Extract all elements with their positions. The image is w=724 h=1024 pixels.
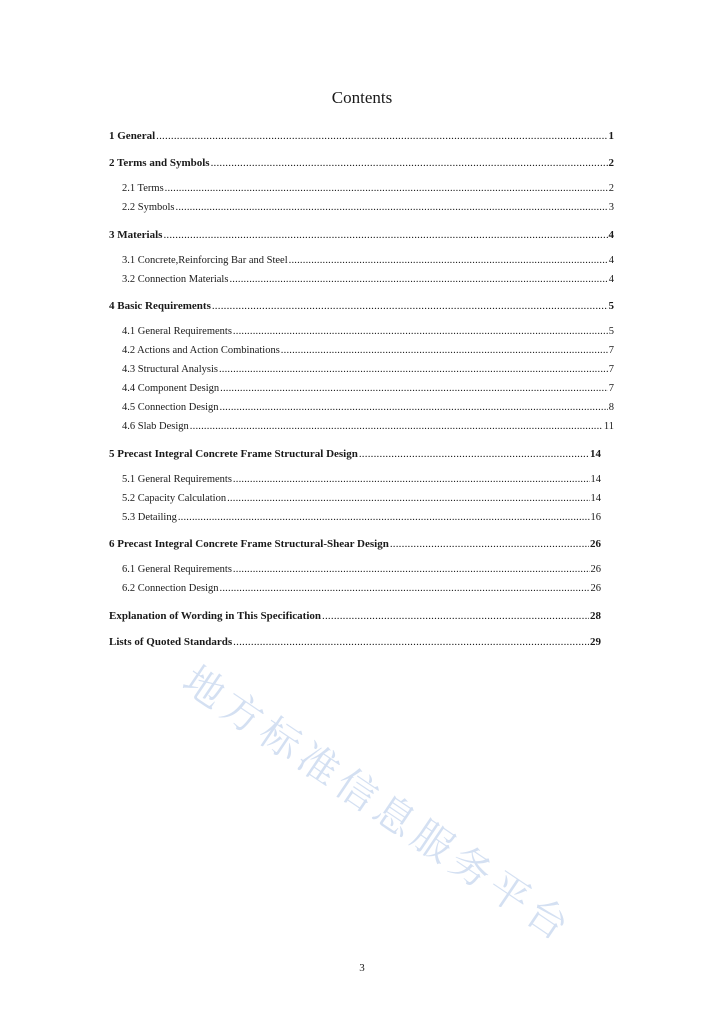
toc-entry-5-2-capacity-calculation[interactable] — [122, 492, 601, 506]
watermark: 地方标准信息服务平台 — [174, 657, 582, 953]
toc-page: 14 — [590, 493, 601, 504]
toc-label: 4.5 Connection Design — [122, 402, 219, 413]
dot-leader — [163, 228, 607, 242]
dot-leader — [178, 511, 590, 525]
dot-leader — [390, 537, 589, 551]
toc-label: 4.2 Actions and Action Combinations — [122, 345, 280, 356]
toc-page: 4 — [608, 229, 614, 241]
toc-page: 7 — [608, 345, 614, 356]
toc-label: 2 Terms and Symbols — [109, 157, 210, 169]
toc-label: 4 Basic Requirements — [109, 300, 211, 312]
dot-leader — [281, 344, 608, 358]
toc-page: 26 — [590, 583, 601, 594]
toc-entry-4-2-actions[interactable] — [122, 344, 614, 358]
toc-label: 5 Precast Integral Concrete Frame Structural Design — [109, 448, 358, 460]
dot-leader — [233, 473, 590, 487]
dot-leader — [190, 420, 603, 434]
dot-leader — [156, 129, 607, 143]
toc-entry-4-basic-requirements[interactable] — [109, 299, 614, 313]
toc-page: 4 — [608, 255, 614, 266]
dot-leader — [359, 447, 589, 461]
toc-entry-4-5-connection-design[interactable] — [122, 401, 614, 415]
toc-label: 1 General — [109, 130, 156, 142]
toc-entry-2-1-terms[interactable] — [122, 182, 614, 196]
toc-page: 14 — [590, 474, 601, 485]
dot-leader — [219, 363, 608, 377]
toc-label: Lists of Quoted Standards — [109, 636, 233, 648]
toc-page: 4 — [608, 274, 614, 285]
toc-label: 3 Materials — [109, 229, 163, 241]
toc-label: 2.1 Terms — [122, 183, 164, 194]
toc-page: 28 — [590, 610, 601, 622]
toc-label: 6.2 Connection Design — [122, 583, 219, 594]
toc-label: Explanation of Wording in This Specification — [109, 610, 322, 622]
toc-label: 5.2 Capacity Calculation — [122, 493, 227, 504]
toc-page: 16 — [590, 512, 601, 523]
dot-leader — [227, 492, 589, 506]
toc-entry-5-frame-structural-design[interactable] — [109, 447, 601, 461]
toc-label: 4.3 Structural Analysis — [122, 364, 218, 375]
toc-page: 5 — [608, 300, 614, 312]
toc-entry-2-2-symbols[interactable] — [122, 201, 614, 215]
dot-leader — [233, 635, 589, 649]
toc-page: 8 — [608, 402, 614, 413]
toc-page: 26 — [590, 538, 601, 550]
dot-leader — [165, 182, 608, 196]
toc-label: 5.1 General Requirements — [122, 474, 232, 485]
dot-leader — [220, 582, 590, 596]
toc-label: 2.2 Symbols — [122, 202, 175, 213]
toc-label: 4.6 Slab Design — [122, 421, 189, 432]
toc-entry-explanation-of-wording[interactable] — [109, 609, 601, 623]
toc-label: 6.1 General Requirements — [122, 564, 232, 575]
dot-leader — [322, 609, 589, 623]
toc-page: 2 — [608, 183, 614, 194]
toc-label: 4.1 General Requirements — [122, 326, 232, 337]
toc-label: 3.2 Connection Materials — [122, 274, 229, 285]
toc-page: 7 — [608, 383, 614, 394]
toc-page: 7 — [608, 364, 614, 375]
toc-label: 3.1 Concrete,Reinforcing Bar and Steel — [122, 255, 288, 266]
toc-entry-5-3-detailing[interactable] — [122, 511, 601, 525]
toc-entry-6-frame-shear-design[interactable] — [109, 537, 601, 551]
dot-leader — [220, 401, 608, 415]
toc-entry-6-2-connection-design[interactable] — [122, 582, 601, 596]
contents-title: Contents — [331, 88, 393, 107]
toc-entry-4-6-slab-design[interactable] — [122, 420, 614, 434]
toc-page: 29 — [590, 636, 601, 648]
toc-label: 6 Precast Integral Concrete Frame Structural-Shear Design — [109, 538, 389, 550]
toc-entry-3-materials[interactable] — [109, 228, 614, 242]
toc-entry-5-1-general-requirements[interactable] — [122, 473, 601, 487]
toc-label: 5.3 Detailing — [122, 512, 177, 523]
toc-page: 5 — [608, 326, 614, 337]
dot-leader — [233, 563, 590, 577]
toc-entry-2-terms-and-symbols[interactable] — [109, 156, 614, 170]
toc-page: 2 — [608, 157, 614, 169]
dot-leader — [211, 156, 608, 170]
toc-entry-3-1-concrete[interactable] — [122, 254, 614, 268]
dot-leader — [212, 299, 608, 313]
toc-page: 14 — [590, 448, 601, 460]
toc-entry-6-1-general-requirements[interactable] — [122, 563, 601, 577]
toc-entry-lists-of-quoted-standards[interactable] — [109, 635, 601, 649]
dot-leader — [289, 254, 608, 268]
toc-page: 1 — [608, 130, 614, 142]
toc-entry-4-1-general-requirements[interactable] — [122, 325, 614, 339]
page-number: 3 — [359, 962, 365, 974]
toc-page: 11 — [603, 421, 614, 432]
toc-page: 26 — [590, 564, 601, 575]
toc-entry-3-2-connection-materials[interactable] — [122, 273, 614, 287]
toc-page: 3 — [608, 202, 614, 213]
toc-entry-1-general[interactable] — [109, 129, 614, 143]
dot-leader — [220, 382, 608, 396]
dot-leader — [176, 201, 608, 215]
toc-entry-4-4-component-design[interactable] — [122, 382, 614, 396]
toc-entry-4-3-structural-analysis[interactable] — [122, 363, 614, 377]
dot-leader — [233, 325, 608, 339]
dot-leader — [229, 273, 607, 287]
toc-label: 4.4 Component Design — [122, 383, 220, 394]
